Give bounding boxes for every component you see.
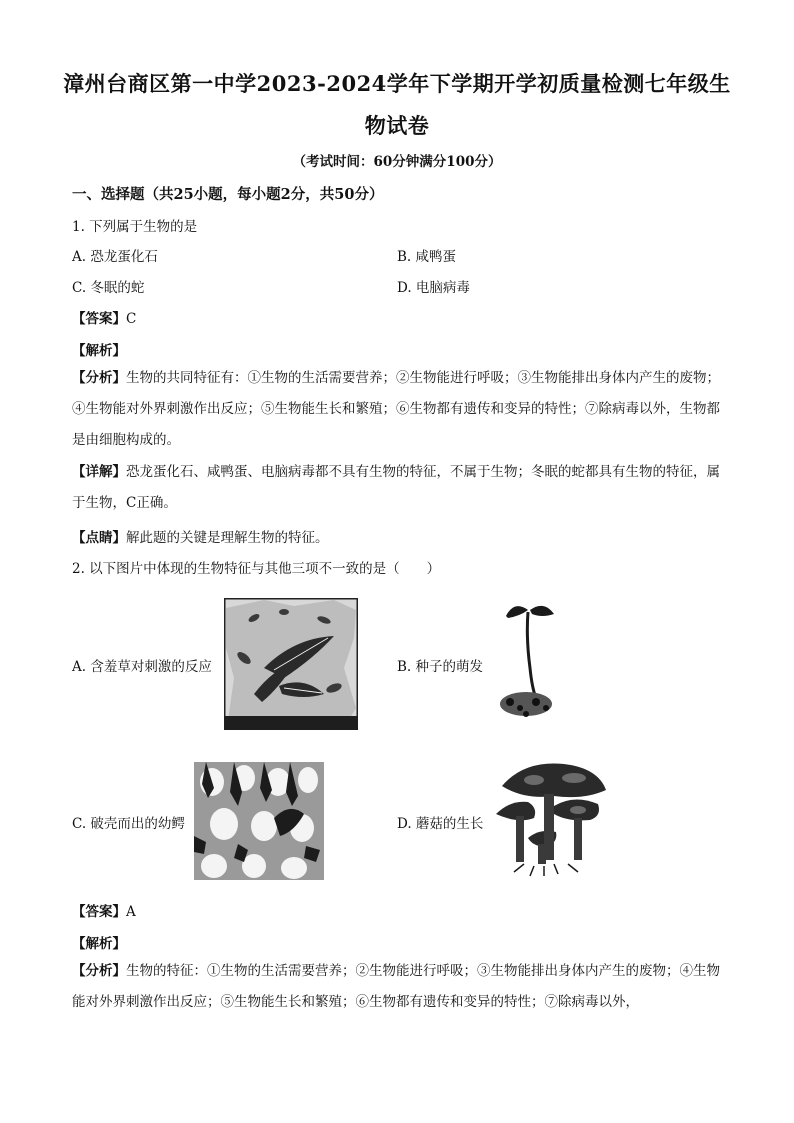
q2-option-a: A. 含羞草对刺激的反应 (72, 659, 212, 675)
q2-fenxi (72, 956, 732, 1018)
seedling-image (496, 598, 562, 724)
fenxi-tag: 【分析】 (72, 963, 126, 979)
q2-option-c: C. 破壳而出的幼鳄 (72, 816, 185, 832)
mimosa-image (224, 598, 358, 730)
answer-value: C (126, 311, 137, 327)
dianjing-tag: 【点睛】 (72, 530, 126, 546)
q1-dianjing (72, 526, 329, 546)
fenxi-tag: 【分析】 (72, 370, 126, 386)
q2-option-b: B. 种子的萌发 (397, 659, 484, 675)
q1-analysis-tag: 【解析】 (72, 343, 126, 359)
q1-option-c: C. 冬眠的蛇 (72, 280, 145, 296)
xiangjie-tag: 【详解】 (72, 464, 126, 480)
q2-stem: 2. 以下图片中体现的生物特征与其他三项不一致的是（ ） (72, 561, 441, 577)
q1-stem: 1. 下列属于生物的是 (72, 219, 198, 235)
q1-xiangjie (72, 457, 732, 519)
xiangjie-text: 恐龙蛋化石、咸鸭蛋、电脑病毒都不具有生物的特征，不属于生物；冬眠的蛇都具有生物的特征，属于生物，C正确。 (72, 464, 720, 511)
q1-option-d: D. 电脑病毒 (397, 280, 470, 296)
q1-option-a: A. 恐龙蛋化石 (72, 249, 158, 265)
fenxi-text: 生物的特征：①生物的生活需要营养；②生物能进行呼吸；③生物能排出身体内产生的废物；④生物能对外界刺激作出反应；⑤生物能生长和繁殖；⑥生物都有遗传和变异的特性；⑦除病毒以外， (72, 963, 720, 1010)
q1-answer (72, 307, 136, 327)
hatching-crocodile-image (194, 762, 324, 880)
q1-option-b: B. 咸鸭蛋 (397, 249, 457, 265)
mushroom-image (494, 760, 610, 878)
q2-answer (72, 900, 136, 920)
answer-tag: 【答案】 (72, 904, 126, 920)
fenxi-text: 生物的共同特征有：①生物的生活需要营养；②生物能进行呼吸；③生物能排出身体内产生的废物；④生物能对外界刺激作出反应；⑤生物能生长和繁殖；⑥生物都有遗传和变异的特性；⑦除病毒以外，生物都是由细胞构成的。 (72, 370, 720, 448)
exam-info: （考试时间：60分钟满分100分） (292, 154, 502, 170)
answer-value: A (126, 904, 136, 920)
q2-analysis-tag: 【解析】 (72, 936, 126, 952)
dianjing-text: 解此题的关键是理解生物的特征。 (126, 530, 329, 546)
page-title: 漳州台商区第一中学2023-2024学年下学期开学初质量检测七年级生 (63, 71, 731, 96)
q1-fenxi (72, 363, 732, 456)
page-title-continued: 物试卷 (364, 113, 430, 138)
section-heading: 一、选择题（共25小题，每小题2分，共50分） (72, 186, 384, 203)
q2-option-d: D. 蘑菇的生长 (397, 816, 484, 832)
answer-tag: 【答案】 (72, 311, 126, 327)
